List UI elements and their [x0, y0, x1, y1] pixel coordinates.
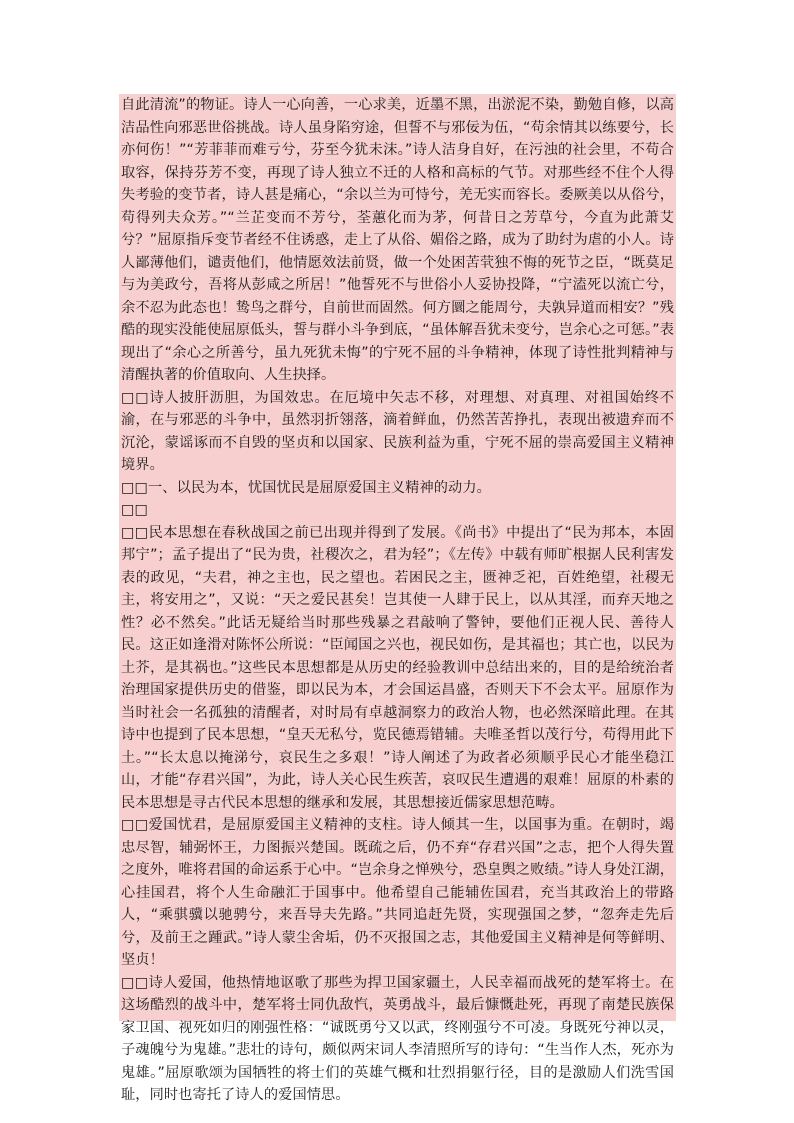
- paragraph-3: □□一、以民为本，忧国忧民是屈原爱国主义精神的动力。: [121, 479, 491, 496]
- document-body: [119, 94, 676, 1103]
- paragraph-5: □□民本思想在春秋战国之前已出现并得到了发展。《尚书》中提出了“民为邦本，本固邦宁”；孟子提出了“民为贵，社稷次之，君为轻”；《左传》中载有师旷根据人民利害发表的政见，“夫君，神之主也，民之望也。若困民之主，匮神乏祀，百姓绝望，社稷无主，将安用之”，又说：“天之爱民甚矣！岂其使一人肆于民上，以从其淫，而弃天地之性？必不然矣。”此话无疑给当时那些残暴之君敲响了警钟，要他们正视人民、善待人民。这正如逢滑对陈怀公所说：“臣闻国之兴也，视民如伤，是其福也；其亡也，以民为土芥，是其祸也。”这些民本思想都是从历史的经验教训中总结出来的，目的是给统治者治理国家提供历史的借鉴，即以民为本，才会国运昌盛，否则天下不会太平。屈原作为当时社会一名孤独的清醒者，对时局有卓越洞察力的政治人物，也必然深暗此理。在其诗中也提到了民本思想，“皇天无私兮，览民德焉错辅。夫唯圣哲以茂行兮，苟得用此下土。”“长太息以掩涕兮，哀民生之多艰！”诗人阐述了为政者必须顺乎民心才能坐稳江山，才能“存君兴国”，为此，诗人关心民生疾苦，哀叹民生遭遇的艰难！屈原的朴素的民本思想是寻古代民本思想的继承和发展，其思想接近儒家思想范畴。: [121, 524, 674, 811]
- paragraph-6: □□爱国忧君，是屈原爱国主义精神的支柱。诗人倾其一生，以国事为重。在朝时，竭忠尽智，辅弼怀王，力图振兴楚国。既疏之后，仍不弃“存君兴国”之志，把个人得失置之度外，唯将君国的命运系于心中。“岂余身之惮殃兮，恐皇舆之败绩。”诗人身处江湖，心挂国君，将个人生命融汇于国事中。他希望自己能辅佐国君，充当其政治上的带路人，“乘骐骥以驰骋兮，来吾导夫先路。”共同追赶先贤，实现强国之梦，“忽奔走先后兮，及前王之踵武。”诗人蒙尘舍垢，仍不灭报国之志，其他爱国主义精神是何等鲜明、坚贞！: [121, 817, 674, 968]
- paragraph-7: □□诗人爱国，他热情地讴歌了那些为捍卫国家疆土，人民幸福而战死的楚军将士。在这场酷烈的战斗中，楚军将士同仇敌忾，英勇战斗，最后慷慨赴死，再现了南楚民族保家卫国、视死如归的刚强性格：“诚既勇兮又以武，终刚强兮不可凌。身既死兮神以灵，子魂魄兮为鬼雄。”悲壮的诗句，颇似两宋词人李清照所写的诗句：“生当作人杰，死亦为鬼雄。”屈原歌颂为国牺牲的将士们的英雄气概和壮烈捐躯行径，目的是激励人们洗雪国耻，同时也寄托了诗人的爱国情思。: [121, 974, 674, 1103]
- paragraph-1: 自此清流”的物证。诗人一心向善，一心求美，近墨不黑，出淤泥不染，勤勉自修，以高洁品性向邪恶世俗挑战。诗人虽身陷穷途，但誓不与邪佞为伍，“苟余情其以练要兮，长亦何伤！”“芳菲菲而难亏兮，芬至今犹未沫。”诗人洁身自好，在污浊的社会里，不苟合取容，保持芬芳不变，再现了诗人独立不迁的人格和高标的气节。对那些经不住个人得失考验的变节者，诗人甚是痛心，“余以兰为可恃兮，羌无实而容长。委厥美以从俗兮，苟得列夫众芳。”“兰芷变而不芳兮，荃蕙化而为茅，何昔日之芳草兮，今直为此萧艾兮？”屈原指斥变节者经不住诱惑，走上了从俗、媚俗之路，成为了助纣为虐的小人。诗人鄙薄他们，谴责他们，他情愿效法前贤，做一个处困苦茕独不悔的死节之臣，“既莫足与为美政兮，吾将从彭咸之所居！”他誓死不与世俗小人妥协投降，“宁溘死以流亡兮，余不忍为此态也！鸷鸟之群兮，自前世而固然。何方圜之能周兮，夫孰异道而相安？”残酷的现实没能使屈原低头，誓与群小斗争到底，“虽体解吾犹未变兮，岂余心之可惩。”表现出了“余心之所善兮，虽九死犹未悔”的宁死不屈的斗争精神，体现了诗性批判精神与清醒执著的价值取向、人生抉择。: [121, 97, 674, 383]
- paragraph-4: □□: [121, 502, 149, 518]
- paragraph-2: □□诗人披肝沥胆，为国效忠。在厄境中矢志不移，对理想、对真理、对祖国始终不渝，在与邪恶的斗争中，虽然羽折翎落，滴着鲜血，仍然苦苦挣扎，表现出被遗弃而不沉沦，蒙谣诼而不自毁的坚贞和以国家、民族利益为重，宁死不屈的崇高爱国主义精神境界。: [121, 389, 674, 473]
